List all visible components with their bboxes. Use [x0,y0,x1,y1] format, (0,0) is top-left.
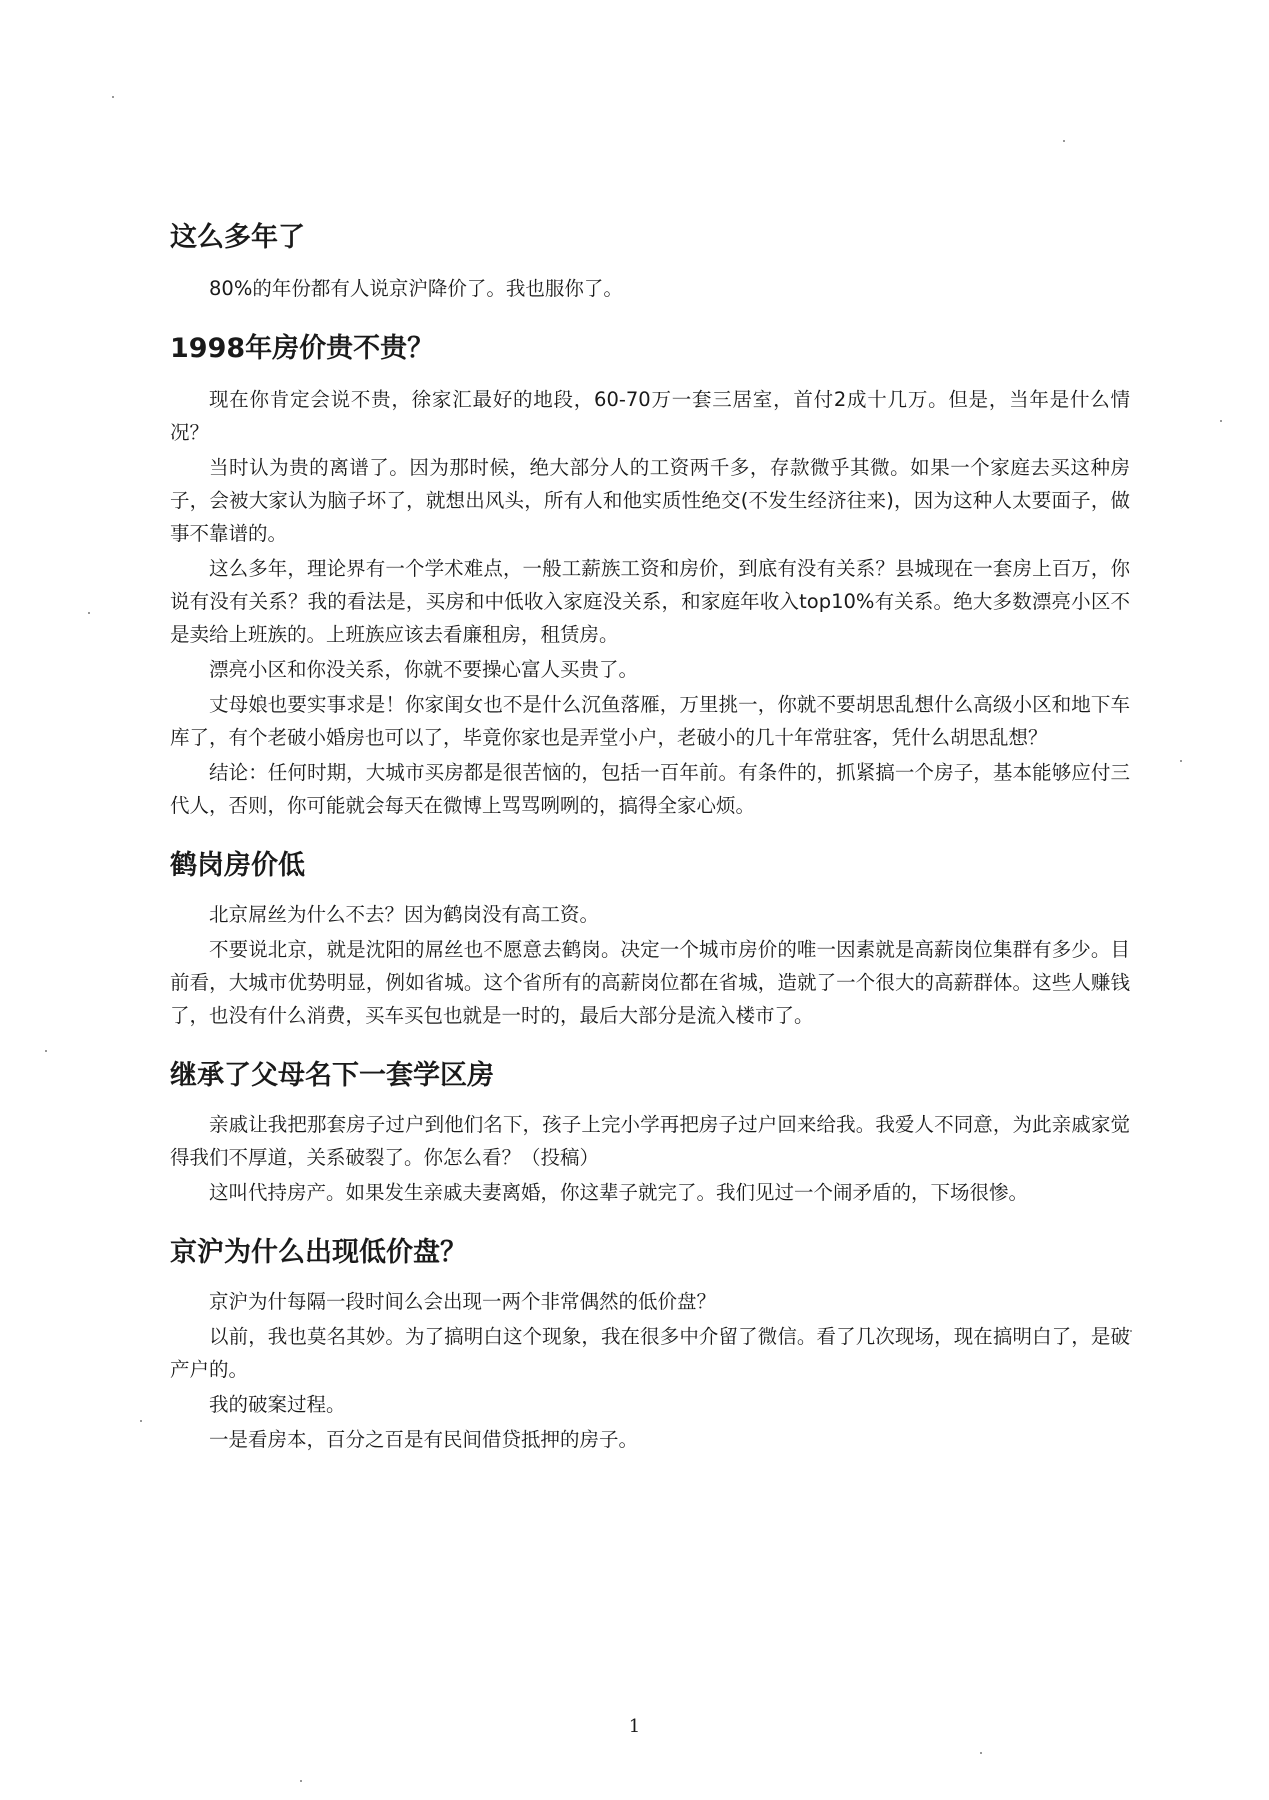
section-title: 1998年房价贵不贵？ [170,333,435,364]
scan-speck [45,1050,47,1052]
paragraph: 以前，我也莫名其妙。为了搞明白这个现象，我在很多中介留了微信。看了几次现场，现在搞明白了，是破产户的。 [170,1325,1130,1381]
page-number: 1 [628,1716,641,1737]
paragraph: 这么多年，理论界有一个学术难点，一般工薪族工资和房价，到底有没有关系？县城现在一套房上百万，你说有没有关系？我的看法是，买房和中低收入家庭没关系，和家庭年收入top10%有关系。绝大多数漂亮小区不是卖给上班族的。上班族应该去看廉租房，租赁房。 [170,557,1130,646]
paragraph: 京沪为什每隔一段时间么会出现一两个非常偶然的低价盘？ [209,1290,717,1313]
scan-speck [140,1420,142,1422]
paragraph: 现在你肯定会说不贵，徐家汇最好的地段，60-70万一套三居室，首付2成十几万。但是，当年是什么情况？ [170,388,1130,444]
paragraph: 一是看房本，百分之百是有民间借贷抵押的房子。 [209,1428,639,1451]
scan-speck [1063,140,1065,142]
paragraph: 北京屌丝为什么不去？因为鹤岗没有高工资。 [209,903,600,926]
paragraph: 不要说北京，就是沈阳的屌丝也不愿意去鹤岗。决定一个城市房价的唯一因素就是高薪岗位集群有多少。目前看，大城市优势明显，例如省城。这个省所有的高薪岗位都在省城，造就了一个很大的高薪群体。这些人赚钱了，也没有什么消费，买车买包也就是一时的，最后大部分是流入楼市了。 [170,938,1130,1027]
section-3 [170,846,1130,1032]
scan-speck [1220,420,1222,422]
scan-speck [88,612,90,614]
paragraph: 这叫代持房产。如果发生亲戚夫妻离婚，你这辈子就完了。我们见过一个闹矛盾的，下场很惨。 [209,1181,1029,1204]
scan-speck [1130,1330,1132,1332]
section-title: 京沪为什么出现低价盘？ [170,1237,467,1268]
paragraph: 亲戚让我把那套房子过户到他们名下，孩子上完小学再把房子过户回来给我。我爱人不同意，为此亲戚家觉得我们不厚道，关系破裂了。你怎么看？（投稿） [170,1113,1130,1169]
section-2 [170,329,1130,822]
document-body [170,218,1130,1458]
scan-speck [112,96,114,98]
paragraph: 80%的年份都有人说京沪降价了。我也服你了。 [209,277,623,300]
paragraph: 我的破案过程。 [209,1393,346,1416]
scan-speck [300,1780,302,1782]
section-title: 这么多年了 [170,222,305,253]
section-5 [170,1233,1130,1456]
paragraph: 漂亮小区和你没关系，你就不要操心富人买贵了。 [209,658,639,681]
section-title: 鹤岗房价低 [170,850,305,881]
paragraph: 结论：任何时期，大城市买房都是很苦恼的，包括一百年前。有条件的，抓紧搞一个房子，基本能够应付三代人，否则，你可能就会每天在微博上骂骂咧咧的，搞得全家心烦。 [170,761,1130,817]
section-1 [170,218,1130,305]
section-title: 继承了父母名下一套学区房 [170,1060,494,1091]
paragraph: 丈母娘也要实事求是！你家闺女也不是什么沉鱼落雁，万里挑一，你就不要胡思乱想什么高级小区和地下车库了，有个老破小婚房也可以了，毕竟你家也是弄堂小户，老破小的几十年常驻客，凭什么胡思乱想？ [170,693,1130,749]
scan-speck [1180,760,1182,762]
paragraph: 当时认为贵的离谱了。因为那时候，绝大部分人的工资两千多，存款微乎其微。如果一个家庭去买这种房子，会被大家认为脑子坏了，就想出风头，所有人和他实质性绝交(不发生经济往来)，因为这种人太要面子，做事不靠谱的。 [170,456,1130,545]
scan-speck [980,1752,982,1754]
section-4 [170,1056,1130,1209]
